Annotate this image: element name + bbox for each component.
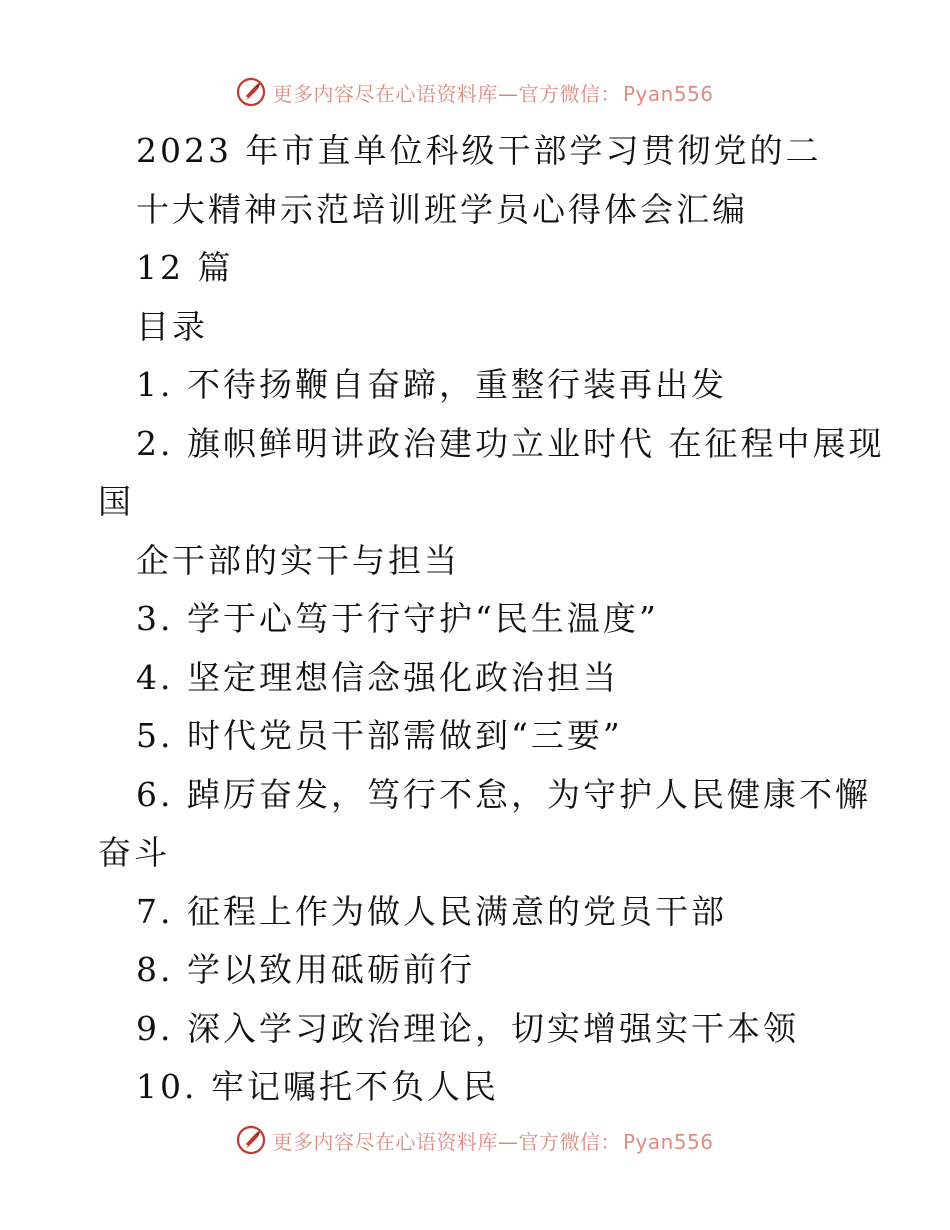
toc-item-8: 8. 学以致用砥砺前行 [136, 950, 475, 989]
toc-item-1: 1. 不待扬鞭自奋蹄，重整行装再出发 [136, 365, 727, 404]
toc-item-2-continuation: 企干部的实干与担当 [136, 540, 460, 580]
toc-item-2: 2. 旗帜鲜明讲政治建功立业时代 在征程中展现 [136, 423, 885, 463]
pen-nib-logo-icon [236, 1125, 266, 1155]
toc-item-6-continuation: 奋斗 [98, 833, 170, 872]
toc-item-9: 9. 深入学习政治理论，切实增强实干本领 [136, 1008, 799, 1048]
toc-heading: 目录 [136, 306, 208, 346]
footer-watermark [0, 1120, 950, 1160]
document-title-line-1: 2023 年市直单位科级干部学习贯彻党的二 [136, 131, 822, 170]
header-watermark [0, 72, 950, 112]
toc-item-5: 5. 时代党员干部需做到“三要” [136, 716, 623, 755]
toc-item-7: 7. 征程上作为做人民满意的党员干部 [136, 891, 727, 931]
watermark-text [272, 78, 713, 107]
toc-item-2-continuation: 国 [98, 482, 134, 521]
watermark-label: 更多内容尽在心语资料库—官方微信： [272, 1129, 621, 1154]
toc-item-4: 4. 坚定理想信念强化政治担当 [136, 657, 619, 697]
watermark-text [272, 1126, 713, 1155]
watermark-wechat-id: Pyan556 [622, 81, 714, 106]
pen-nib-logo-icon [236, 77, 266, 107]
document-body [98, 122, 885, 1117]
document-title-line-3: 12 篇 [136, 248, 234, 287]
toc-item-3: 3. 学于心笃于行守护“民生温度” [136, 599, 659, 638]
watermark-wechat-id: Pyan556 [622, 1129, 714, 1154]
document-title-line-2: 十大精神示范培训班学员心得体会汇编 [136, 189, 748, 229]
toc-item-6: 6. 踔厉奋发，笃行不怠，为守护人民健康不懈 [136, 774, 871, 814]
toc-item-10: 10. 牢记嘱托不负人民 [136, 1067, 499, 1106]
watermark-label: 更多内容尽在心语资料库—官方微信： [272, 81, 621, 106]
